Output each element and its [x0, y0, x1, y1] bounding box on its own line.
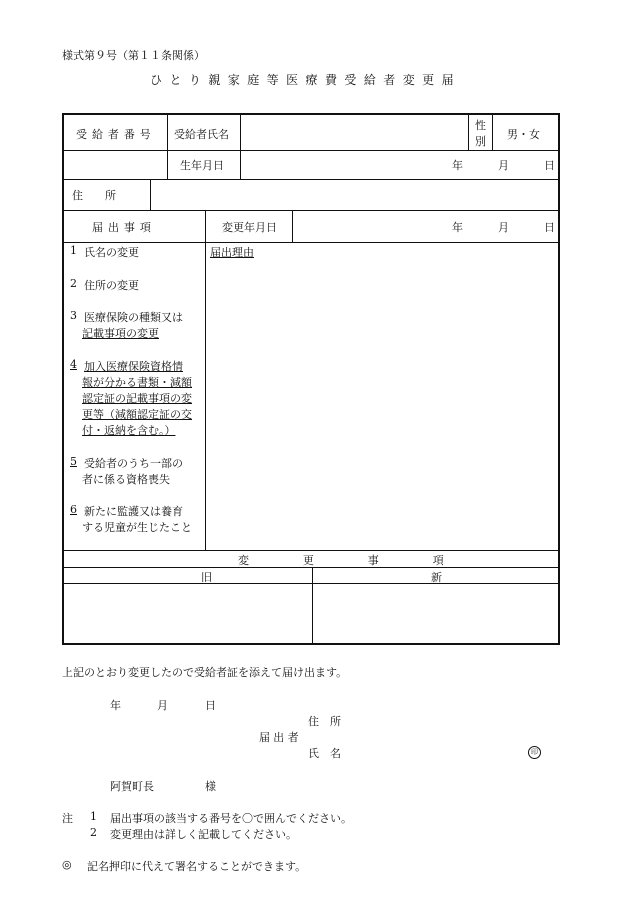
birth-year-label: 年 [452, 159, 463, 172]
gender-label-top: 性 [475, 119, 486, 132]
recipient-name-label: 受給者氏名 [174, 128, 229, 141]
seal-mark: 印 [528, 746, 541, 759]
item-line: 者に係る資格喪失 [82, 473, 170, 486]
notifier-label: 届出者 [259, 731, 302, 744]
recipient-number-label: 受給者番号 [76, 128, 156, 141]
note-number: 1 [90, 810, 97, 823]
notifier-name-label: 氏 名 [308, 747, 341, 760]
item-line: 住所の変更 [84, 279, 139, 292]
row-line [64, 242, 558, 243]
col-line [167, 115, 168, 179]
change-year-label: 年 [452, 221, 463, 234]
item-number: 6 [70, 503, 77, 516]
notification-items-label: 届出事項 [92, 221, 156, 234]
item-line: 新たに監護又は養育 [84, 505, 183, 518]
item-line: 受給者のうち一部の [84, 457, 183, 470]
row-line [64, 210, 558, 211]
addressee-name: 阿賀町長 [110, 780, 154, 793]
col-line [150, 179, 151, 210]
date-year-label: 年 [110, 699, 121, 712]
notifier-address-label: 住 所 [308, 715, 341, 728]
item-line: 加入医療保険資格情 [84, 360, 183, 373]
item-number: 5 [70, 455, 77, 468]
col-line [240, 115, 241, 179]
item-line: 記載事項の変更 [82, 327, 159, 340]
declaration: 上記のとおり変更したので受給者証を添えて届け出ます。 [62, 666, 348, 679]
birth-month-label: 月 [498, 159, 509, 172]
item-number: 1 [70, 244, 77, 257]
note-text: 変更理由は詳しく記載してください。 [110, 828, 297, 841]
row-line [64, 550, 558, 551]
date-month-label: 月 [157, 699, 168, 712]
item-number: 3 [70, 309, 77, 322]
gender-options: 男・女 [507, 128, 540, 141]
note-number: 2 [90, 826, 97, 839]
birthdate-label: 生年月日 [180, 159, 224, 172]
item-line: 付・返納を含む。） [82, 424, 176, 437]
item-line: 更等（減額認定証の交 [82, 408, 192, 421]
birth-day-label: 日 [544, 159, 555, 172]
item-line: 認定証の記載事項の変 [82, 392, 192, 405]
change-month-label: 月 [498, 221, 509, 234]
change-day-label: 日 [544, 221, 555, 234]
row-line [64, 583, 558, 584]
note-text: 届出事項の該当する番号を〇で囲んでください。 [110, 812, 352, 825]
form-number: 様式第９号（第１１条関係） [62, 49, 205, 62]
item-line: 氏名の変更 [84, 246, 139, 259]
date-day-label: 日 [205, 699, 216, 712]
form-title: ひとり親家庭等医療費受給者変更届 [150, 73, 462, 87]
col-line [292, 210, 293, 242]
item-line: 報が分かる書類・減額 [82, 376, 192, 389]
item-line: する児童が生じたこと [82, 521, 192, 534]
row-line [64, 150, 558, 151]
row-line [64, 179, 558, 180]
addressee-honorific: 様 [205, 780, 216, 793]
col-line [468, 115, 469, 150]
reason-label: 届出理由 [210, 246, 254, 259]
address-label: 住 所 [72, 189, 116, 202]
col-line [205, 210, 206, 550]
col-line [312, 567, 313, 643]
item-line: 医療保険の種類又は [84, 311, 183, 324]
footnote-text: 記名押印に代えて署名することができます。 [87, 860, 307, 873]
notes-label: 注 [62, 812, 73, 825]
item-number: 2 [70, 277, 77, 290]
application-table [62, 113, 560, 645]
old-label: 旧 [201, 571, 212, 584]
new-label: 新 [431, 571, 442, 584]
col-line [492, 115, 493, 150]
change-date-label: 変更年月日 [222, 221, 277, 234]
gender-label-bottom: 別 [475, 135, 486, 148]
changes-label: 変更事項 [238, 554, 498, 567]
item-number: 4 [70, 358, 77, 371]
footnote-mark: ◎ [62, 858, 72, 871]
